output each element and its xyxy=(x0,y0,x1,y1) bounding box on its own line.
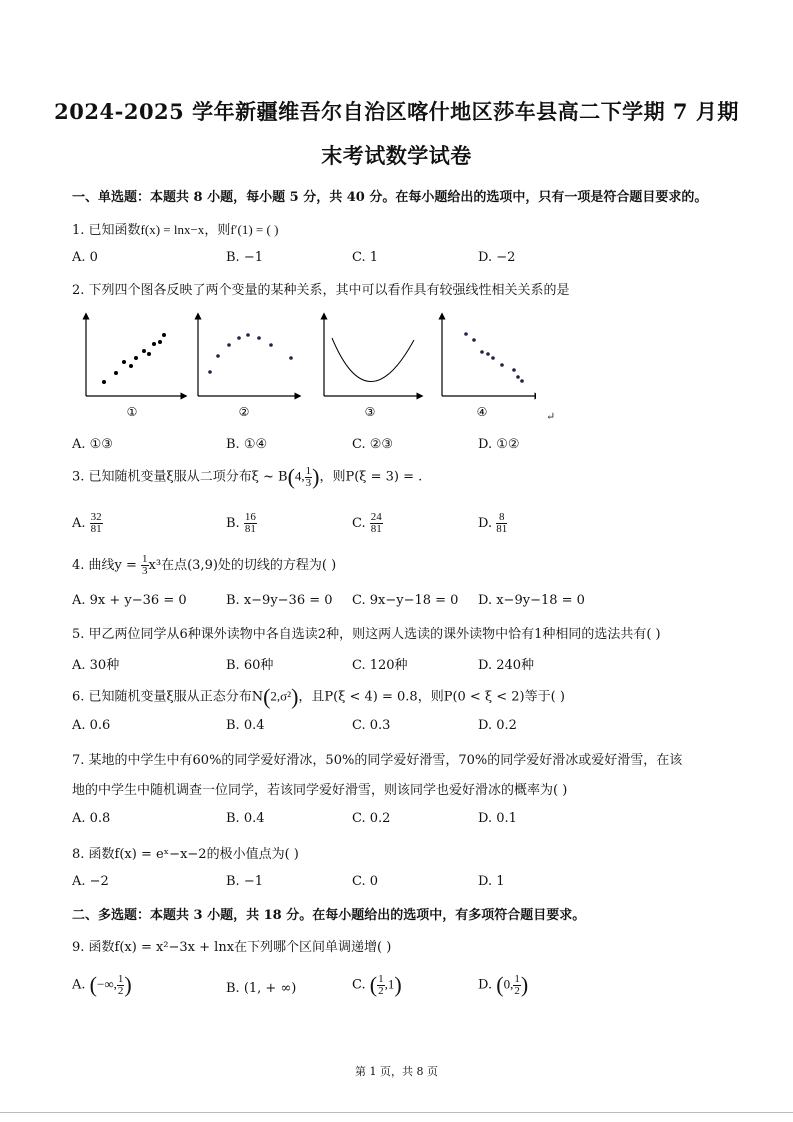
q5-option-a[interactable]: A. 30种 xyxy=(72,658,120,673)
question-8-stem: 8. 函数f(x) = eˣ−x−2的极小值点为( ) xyxy=(72,847,299,862)
q4-option-d[interactable]: D. x−9y−18 = 0 xyxy=(478,593,585,608)
q4-option-b[interactable]: B. x−9y−36 = 0 xyxy=(226,593,333,608)
figure-3-label: ③ xyxy=(364,405,376,419)
figure-1 xyxy=(86,316,184,419)
figure-1-label: ① xyxy=(126,405,138,419)
q4-fraction: $\frac{1}{3}$ xyxy=(142,553,148,577)
q1-stem-b: ，则 xyxy=(204,223,231,238)
q7-option-c[interactable]: C. 0.2 xyxy=(352,811,391,826)
question-4-stem xyxy=(72,554,336,577)
return-mark-icon: ↵ xyxy=(546,410,556,423)
question-6-stem: 6. 已知随机变量ξ服从正态分布N(2,σ²)，且P(ξ < 4) = 0.8，则P(0 < ξ < 2)等于( ) xyxy=(72,684,565,709)
q2-four-scatter-figures xyxy=(76,312,536,424)
q3-option-c[interactable]: C. $\frac{24}{81}$ xyxy=(352,511,382,535)
q2-option-b[interactable]: B. ①④ xyxy=(226,437,268,452)
q7-option-a[interactable]: A. 0.8 xyxy=(72,811,111,826)
q1-option-c[interactable]: C. 1 xyxy=(352,250,379,265)
q9-option-b[interactable]: B. (1, + ∞) xyxy=(226,981,297,996)
q6-option-d[interactable]: D. 0.2 xyxy=(478,718,517,733)
q8-option-c[interactable]: C. 0 xyxy=(352,874,379,889)
q4-option-a[interactable]: A. 9x + y−36 = 0 xyxy=(72,593,187,608)
q6-normal-params: 2,σ² xyxy=(270,688,292,704)
q6-stem-a: 6. 已知随机变量ξ服从正态分布N xyxy=(72,689,264,705)
page-footer: 第 1 页，共 8 页 xyxy=(355,1065,438,1078)
q6-option-a[interactable]: A. 0.6 xyxy=(72,718,111,733)
question-7-stem-line1: 7. 某地的中学生中有60%的同学爱好滑冰，50%的同学爱好滑雪，70%的同学爱好滑冰或爱好滑雪，在该 xyxy=(72,753,683,768)
q1-expression: f′(1) = ( ) xyxy=(230,222,279,237)
q4-option-c[interactable]: C. 9x−y−18 = 0 xyxy=(352,593,459,608)
figure-4 xyxy=(442,316,536,419)
q6-option-b[interactable]: B. 0.4 xyxy=(226,718,265,733)
q2-option-c[interactable]: C. ②③ xyxy=(352,437,394,452)
q2-option-a[interactable]: A. ①③ xyxy=(72,437,113,452)
q8-option-a[interactable]: A. −2 xyxy=(72,874,109,889)
question-5-stem: 5. 甲乙两位同学从6种课外读物中各自选读2种，则这两人选读的课外读物中恰有1种相同的选法共有( ) xyxy=(72,627,661,642)
q4-stem-b: x³在点(3,9)处的切线的方程为( ) xyxy=(148,558,337,573)
question-7-stem-line2: 地的中学生中随机调查一位同学，若该同学爱好滑雪，则该同学也爱好滑冰的概率为( ) xyxy=(72,783,568,798)
q1-option-d[interactable]: D. −2 xyxy=(478,250,516,265)
q7-option-d[interactable]: D. 0.1 xyxy=(478,811,517,826)
q3-stem-b: ，则P(ξ = 3) = . xyxy=(319,469,423,485)
figure-2 xyxy=(198,316,298,419)
q6-option-c[interactable]: C. 0.3 xyxy=(352,718,391,733)
q7-option-b[interactable]: B. 0.4 xyxy=(226,811,265,826)
question-2-stem: 2. 下列四个图各反映了两个变量的某种关系，其中可以看作具有较强线性相关关系的是 xyxy=(72,283,570,298)
question-3-stem: 3. 已知随机变量ξ服从二项分布ξ ~ B(4, $\frac{1}{3}$ )，则P(ξ = 3) = . xyxy=(72,464,423,489)
q3-option-d[interactable]: D. $\frac{8}{81}$ xyxy=(478,511,508,535)
q1-option-a[interactable]: A. 0 xyxy=(72,250,98,265)
q5-option-c[interactable]: C. 120种 xyxy=(352,658,408,673)
q4-stem-a: 4. 曲线y = xyxy=(72,558,142,573)
q3-stem-a: 3. 已知随机变量ξ服从二项分布ξ ~ B xyxy=(72,469,288,485)
page-bottom-divider xyxy=(0,1112,793,1113)
q3-option-b[interactable]: B. $\frac{16}{81}$ xyxy=(226,511,256,535)
q9-option-c[interactable]: C. ( $\frac{1}{2}$ ,1) xyxy=(352,972,402,997)
question-1-stem xyxy=(72,219,278,238)
q8-option-d[interactable]: D. 1 xyxy=(478,874,505,889)
figure-4-label: ④ xyxy=(476,405,488,419)
exam-title-line1: 2024-2025 学年新疆维吾尔自治区喀什地区莎车县高二下学期 7 月期 xyxy=(54,99,739,124)
q6-stem-b: ，且P(ξ < 4) = 0.8，则P(0 < ξ < 2)等于( ) xyxy=(298,689,565,705)
q2-option-d[interactable]: D. ①② xyxy=(478,437,520,452)
q8-option-b[interactable]: B. −1 xyxy=(226,874,263,889)
q9-option-d[interactable]: D. (0, $\frac{1}{2}$ ) xyxy=(478,972,529,997)
q1-stem-a: 1. 已知函数 xyxy=(72,223,141,238)
q1-option-b[interactable]: B. −1 xyxy=(226,250,263,265)
q5-option-d[interactable]: D. 240种 xyxy=(478,658,535,673)
q3-param-n: 4, xyxy=(294,468,305,484)
q3-option-a[interactable]: A. $\frac{32}{81}$ xyxy=(72,511,102,535)
q3-fraction: $\frac{1}{3}$ xyxy=(305,464,312,489)
section-single-choice-heading: 一、单选题：本题共 8 小题，每小题 5 分，共 40 分。在每小题给出的选项中，只有一项是符合题目要求的。 xyxy=(72,190,708,205)
q9-option-a[interactable]: A. (−∞, $\frac{1}{2}$ ) xyxy=(72,972,132,997)
section-multiple-choice-heading: 二、多选题：本题共 3 小题，共 18 分。在每小题给出的选项中，有多项符合题目要求。 xyxy=(72,908,586,923)
q1-function: f(x) = lnx−x xyxy=(140,222,205,237)
figure-2-label: ② xyxy=(238,405,250,419)
figure-3 xyxy=(324,316,420,419)
question-9-stem: 9. 函数f(x) = x²−3x + lnx在下列哪个区间单调递增( ) xyxy=(72,940,392,955)
exam-title-line2: 末考试数学试卷 xyxy=(321,143,472,168)
q5-option-b[interactable]: B. 60种 xyxy=(226,658,274,673)
